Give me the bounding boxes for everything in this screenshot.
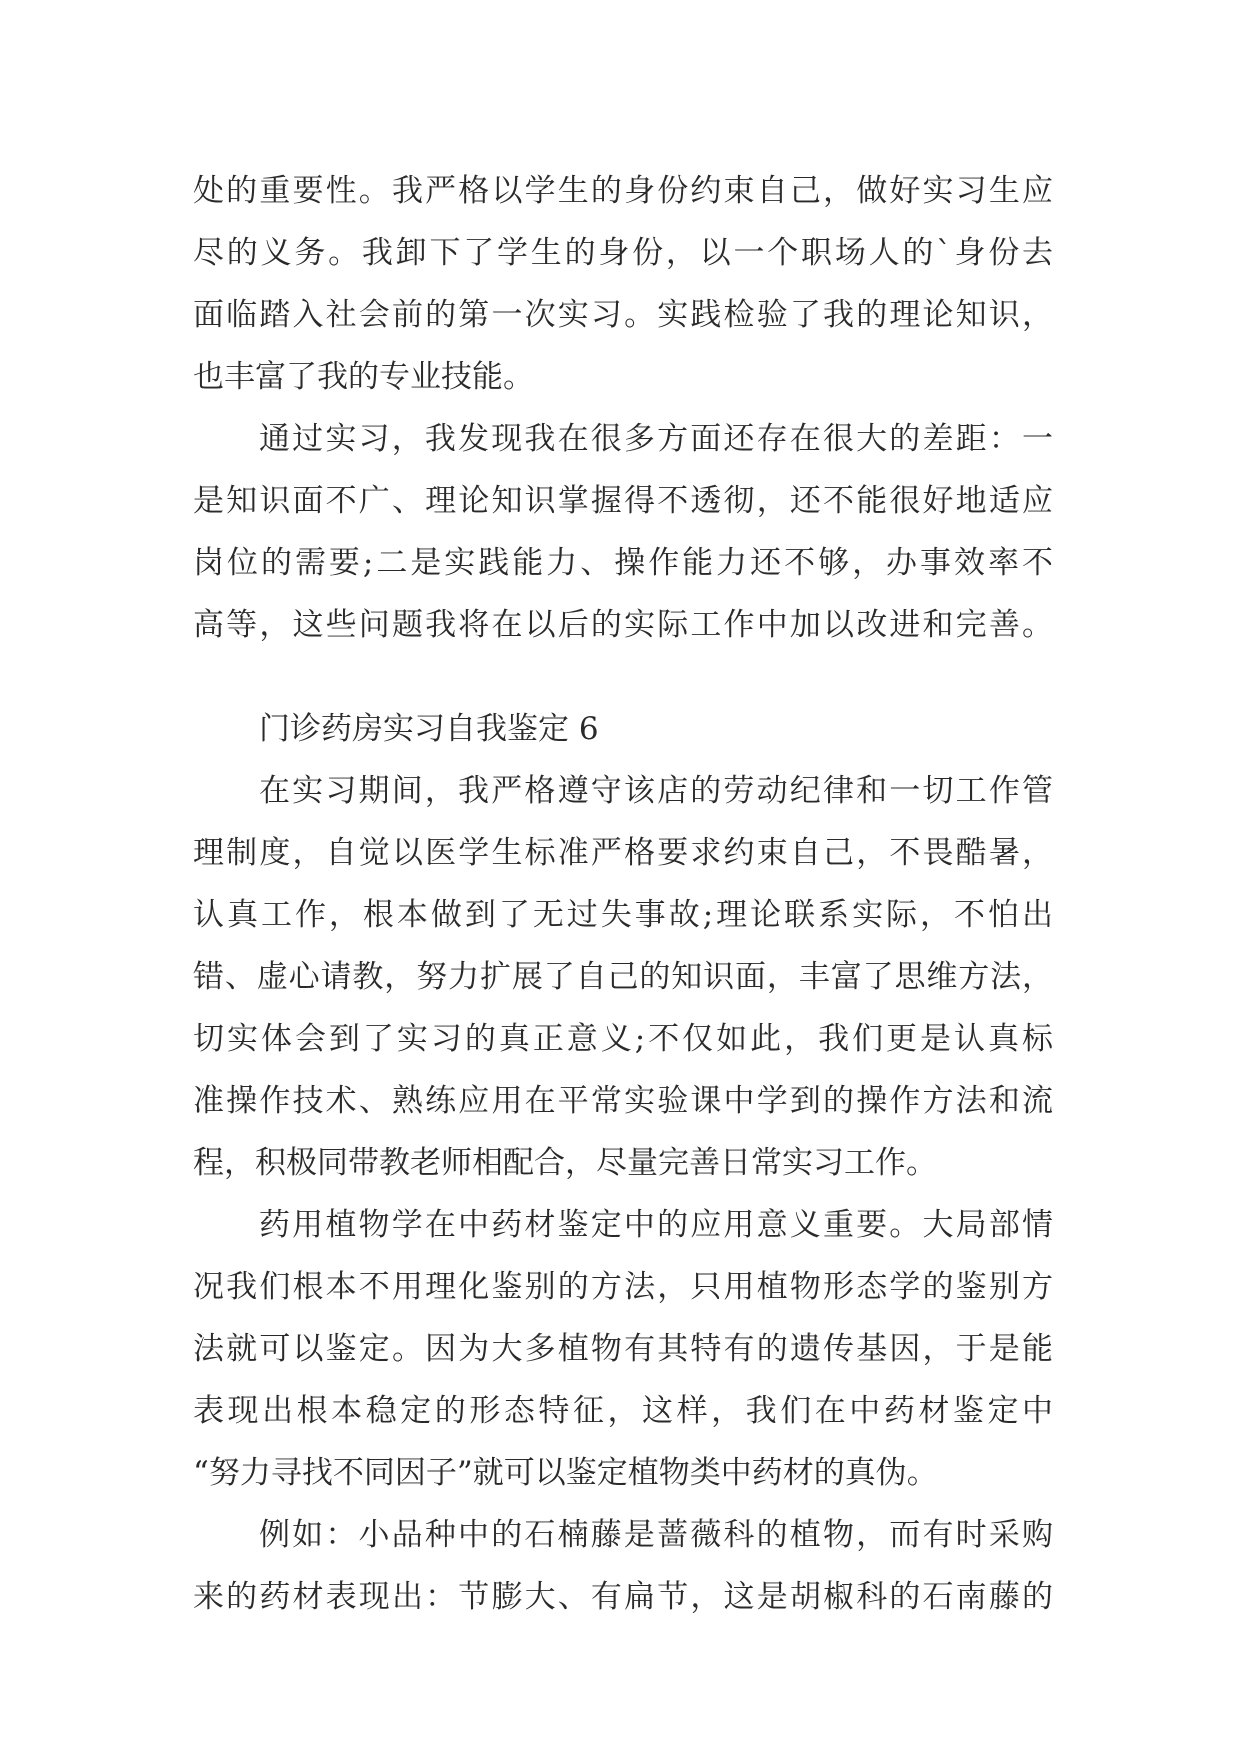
text-line: 程，积极同带教老师相配合，尽量完善日常实习工作。	[193, 1145, 937, 1181]
text-line: 高等，这些问题我将在以后的实际工作中加以改进和完善。	[193, 607, 1053, 643]
text-line: 岗位的需要;二是实践能力、操作能力还不够，办事效率不	[193, 545, 1053, 581]
section-heading: 门诊药房实习自我鉴定 6	[259, 711, 599, 747]
text-line: 在实习期间，我严格遵守该店的劳动纪律和一切工作管	[259, 773, 1053, 809]
paragraph-5	[193, 1504, 1053, 1628]
text-line: 认真工作，根本做到了无过失事故;理论联系实际，不怕出	[193, 897, 1053, 933]
text-line: 错、虚心请教，努力扩展了自己的知识面，丰富了思维方法，	[193, 959, 1053, 995]
text-line: 法就可以鉴定。因为大多植物有其特有的遗传基因，于是能	[193, 1331, 1053, 1367]
paragraph-3	[193, 760, 1053, 1194]
paragraph-4	[193, 1194, 1053, 1504]
text-line: 尽的义务。我卸下了学生的身份，以一个职场人的`身份去	[193, 235, 1053, 271]
text-line: 准操作技术、熟练应用在平常实验课中学到的操作方法和流	[193, 1083, 1053, 1119]
text-line: 面临踏入社会前的第一次实习。实践检验了我的理论知识，	[193, 297, 1053, 333]
text-line: 况我们根本不用理化鉴别的方法，只用植物形态学的鉴别方	[193, 1269, 1053, 1305]
section-gap	[193, 656, 1053, 698]
text-line: 来的药材表现出：节膨大、有扁节，这是胡椒科的石南藤的	[193, 1579, 1053, 1615]
paragraph-1	[193, 160, 1053, 408]
text-line: 药用植物学在中药材鉴定中的应用意义重要。大局部情	[259, 1207, 1053, 1243]
text-line: 也丰富了我的专业技能。	[193, 359, 534, 395]
text-line: 理制度，自觉以医学生标准严格要求约束自己，不畏酷暑，	[193, 835, 1053, 871]
text-line: 表现出根本稳定的形态特征，这样，我们在中药材鉴定中	[193, 1393, 1053, 1429]
text-line: 处的重要性。我严格以学生的身份约束自己，做好实习生应	[193, 173, 1053, 209]
text-line: 切实体会到了实习的真正意义;不仅如此，我们更是认真标	[193, 1021, 1053, 1057]
paragraph-2	[193, 408, 1053, 656]
text-line: 通过实习，我发现我在很多方面还存在很大的差距：一	[259, 421, 1053, 457]
text-line: “努力寻找不同因子”就可以鉴定植物类中药材的真伪。	[193, 1455, 938, 1491]
text-line: 例如：小品种中的石楠藤是蔷薇科的植物，而有时采购	[259, 1517, 1053, 1553]
document-page	[193, 160, 1053, 1628]
text-line: 是知识面不广、理论知识掌握得不透彻，还不能很好地适应	[193, 483, 1053, 519]
